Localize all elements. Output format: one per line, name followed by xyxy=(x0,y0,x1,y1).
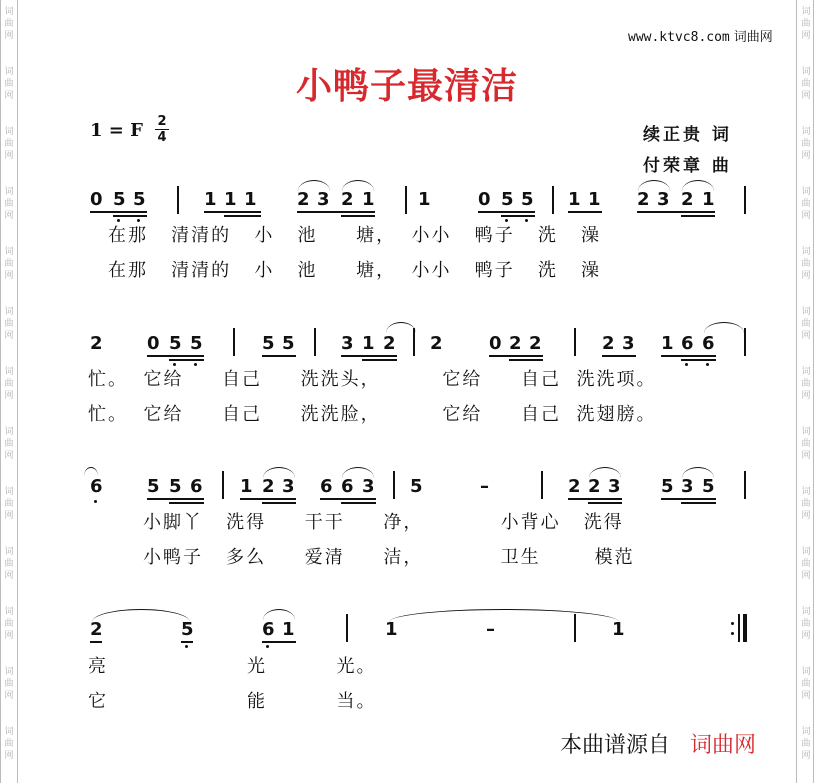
note: 1 xyxy=(224,189,237,210)
note: 2 xyxy=(430,333,443,354)
underline xyxy=(568,211,602,213)
watermark-stamp: 词 曲 网 xyxy=(4,127,14,161)
note: 3 xyxy=(362,476,375,497)
watermark-stamp: 词 曲 网 xyxy=(801,727,811,761)
slur xyxy=(682,467,714,478)
note: 5 xyxy=(113,189,126,210)
slur xyxy=(638,180,670,191)
note: 6 xyxy=(262,619,275,640)
tie xyxy=(389,609,619,622)
watermark-stamp: 词 曲 网 xyxy=(801,67,811,101)
note: 1 xyxy=(418,189,431,210)
barline xyxy=(744,186,746,214)
barline xyxy=(222,471,224,499)
site-header xyxy=(628,26,773,45)
octave-dot xyxy=(137,219,140,222)
barline xyxy=(744,328,746,356)
time-signature xyxy=(155,115,169,144)
note: 3 xyxy=(681,476,694,497)
slur xyxy=(263,609,295,620)
underline xyxy=(113,215,147,217)
note: 5 xyxy=(262,333,275,354)
note: 5 xyxy=(282,333,295,354)
watermark-stamp: 词 曲 网 xyxy=(801,607,811,641)
underline xyxy=(169,359,204,361)
watermark-stamp: 词 曲 网 xyxy=(4,187,14,221)
note: 2 xyxy=(341,189,354,210)
note: 3 xyxy=(341,333,354,354)
slur xyxy=(589,467,621,478)
note: 1 xyxy=(240,476,253,497)
note: 2 xyxy=(262,476,275,497)
underline xyxy=(568,498,622,500)
key-signature: 1 = F xyxy=(90,120,143,141)
underline xyxy=(240,498,296,500)
note: 6 xyxy=(190,476,203,497)
underline xyxy=(681,215,715,217)
underline xyxy=(297,211,375,213)
barline xyxy=(314,328,316,356)
underline xyxy=(147,498,204,500)
tie xyxy=(704,322,744,333)
note: 5 xyxy=(410,476,423,497)
note: 2 xyxy=(602,333,615,354)
watermark-stamp: 词 曲 网 xyxy=(4,7,14,41)
note: 1 xyxy=(282,619,295,640)
note: 5 xyxy=(147,476,160,497)
slur xyxy=(298,180,330,191)
source-credit xyxy=(560,728,756,759)
note: 2 xyxy=(568,476,581,497)
lyrics-row4-verse1: 亮 光 光。 xyxy=(88,656,377,677)
watermark-stamp: 词 曲 网 xyxy=(801,547,811,581)
octave-dot xyxy=(505,219,508,222)
octave-dot xyxy=(185,645,188,648)
underline xyxy=(204,211,261,213)
watermark-stamp: 词 曲 网 xyxy=(801,367,811,401)
note: 2 xyxy=(681,189,694,210)
note: 0 xyxy=(90,189,103,210)
watermark-stamp: 词 曲 网 xyxy=(801,7,811,41)
note: 1 xyxy=(661,333,674,354)
lyrics-row3-verse2: 小鸭子 多么 爱清 洁， 卫生 模范 xyxy=(143,547,635,568)
site-url[interactable]: www.ktvc8.com xyxy=(628,30,730,45)
watermark-stamp: 词 曲 网 xyxy=(4,427,14,461)
lyrics-row2-verse2: 忙。 它给 自己 洗洗脸， 它给 自己 洗翅膀。 xyxy=(88,404,657,425)
underline xyxy=(224,215,261,217)
underline xyxy=(341,215,375,217)
barline xyxy=(541,471,543,499)
note: 1 xyxy=(568,189,581,210)
song-title: 小鸭子最清洁 xyxy=(295,65,518,107)
underline xyxy=(320,498,376,500)
note: 1 xyxy=(612,619,625,640)
note: 0 xyxy=(478,189,491,210)
barline xyxy=(574,328,576,356)
tie xyxy=(84,467,98,476)
note: – xyxy=(486,619,495,640)
note: 2 xyxy=(637,189,650,210)
watermark-stamp: 词 曲 网 xyxy=(4,607,14,641)
slur xyxy=(682,180,714,191)
underline xyxy=(478,211,535,213)
note: 3 xyxy=(622,333,635,354)
barline xyxy=(552,186,554,214)
barline xyxy=(346,614,348,642)
watermark-stamp: 词 曲 网 xyxy=(4,67,14,101)
watermark-stamp: 词 曲 网 xyxy=(801,487,811,521)
underline xyxy=(341,502,376,504)
note: 1 xyxy=(362,333,375,354)
underline xyxy=(509,359,543,361)
note: 5 xyxy=(181,619,194,640)
note: 5 xyxy=(190,333,203,354)
watermark-stamp: 词 曲 网 xyxy=(801,427,811,461)
watermark-stamp: 词 曲 网 xyxy=(801,307,811,341)
watermark-stamp: 词 曲 网 xyxy=(4,487,14,521)
note: 1 xyxy=(244,189,257,210)
underline xyxy=(90,641,102,643)
note: 2 xyxy=(588,476,601,497)
note: 3 xyxy=(657,189,670,210)
note: 1 xyxy=(702,189,715,210)
source-site-link[interactable]: 词曲网 xyxy=(690,733,757,758)
note: 5 xyxy=(661,476,674,497)
underline xyxy=(341,355,397,357)
underline xyxy=(181,641,193,643)
octave-dot xyxy=(117,219,120,222)
watermark-stamp: 词 曲 网 xyxy=(4,667,14,701)
underline xyxy=(602,355,636,357)
watermark-stamp: 词 曲 网 xyxy=(801,247,811,281)
note: 6 xyxy=(320,476,333,497)
note: 3 xyxy=(317,189,330,210)
underline xyxy=(169,502,204,504)
note: 5 xyxy=(133,189,146,210)
underline xyxy=(362,359,397,361)
watermark-stamp: 词 曲 网 xyxy=(801,127,811,161)
octave-dot xyxy=(685,363,688,366)
final-barline-thin xyxy=(738,614,740,642)
repeat-dot xyxy=(731,632,734,635)
underline xyxy=(588,502,622,504)
barline xyxy=(744,471,746,499)
note: 6 xyxy=(681,333,694,354)
watermark-stamp: 词 曲 网 xyxy=(4,307,14,341)
underline xyxy=(262,355,296,357)
site-name[interactable]: 词曲网 xyxy=(733,30,773,45)
note: 1 xyxy=(362,189,375,210)
note: 5 xyxy=(521,189,534,210)
barline xyxy=(233,328,235,356)
note: 5 xyxy=(169,476,182,497)
note: 6 xyxy=(341,476,354,497)
note: 2 xyxy=(297,189,310,210)
octave-dot xyxy=(173,363,176,366)
note: 1 xyxy=(588,189,601,210)
underline xyxy=(262,641,296,643)
octave-dot xyxy=(525,219,528,222)
underline xyxy=(90,211,147,213)
note: 1 xyxy=(385,619,398,640)
underline xyxy=(661,355,716,357)
note: 6 xyxy=(702,333,715,354)
note: 3 xyxy=(608,476,621,497)
octave-dot xyxy=(194,363,197,366)
underline xyxy=(637,211,715,213)
note: 6 xyxy=(90,476,103,497)
note: 5 xyxy=(702,476,715,497)
note: 2 xyxy=(529,333,542,354)
note: 3 xyxy=(282,476,295,497)
octave-dot xyxy=(266,645,269,648)
underline xyxy=(661,498,716,500)
meter-bottom: 4 xyxy=(157,130,167,145)
note: 1 xyxy=(204,189,217,210)
slur xyxy=(342,180,374,191)
note: 2 xyxy=(90,333,103,354)
tie xyxy=(92,609,190,622)
octave-dot xyxy=(94,500,97,503)
barline xyxy=(177,186,179,214)
note: 2 xyxy=(509,333,522,354)
note: 2 xyxy=(383,333,396,354)
watermark-stamp: 词 曲 网 xyxy=(4,367,14,401)
watermark-stamp: 词 曲 网 xyxy=(4,547,14,581)
barline xyxy=(393,471,395,499)
watermark-stamp: 词 曲 网 xyxy=(4,727,14,761)
tie xyxy=(386,322,416,333)
note: 0 xyxy=(489,333,502,354)
note: 5 xyxy=(501,189,514,210)
octave-dot xyxy=(706,363,709,366)
underline xyxy=(262,502,296,504)
final-barline-thick xyxy=(743,614,747,642)
lyrics-row1-verse1: 在那 清清的 小 池 塘， 小小 鸭子 洗 澡 xyxy=(108,225,602,246)
note: 5 xyxy=(169,333,182,354)
watermark-stamp: 词 曲 网 xyxy=(4,247,14,281)
barline xyxy=(405,186,407,214)
lyrics-row4-verse2: 它 能 当。 xyxy=(88,691,377,712)
underline xyxy=(681,502,716,504)
watermark-stamp: 词 曲 网 xyxy=(801,667,811,701)
source-label: 本曲谱源自 xyxy=(560,733,671,758)
note: – xyxy=(480,476,489,497)
lyrics-row3-verse1: 小脚丫 洗得 干干 净， 小背心 洗得 xyxy=(143,512,624,533)
slur xyxy=(342,467,374,478)
underline xyxy=(147,355,204,357)
note: 0 xyxy=(147,333,160,354)
underline xyxy=(681,359,716,361)
composer-credit: 付荣章 曲 xyxy=(643,156,732,176)
slur xyxy=(263,467,295,478)
lyrics-row1-verse2: 在那 清清的 小 池 塘， 小小 鸭子 洗 澡 xyxy=(108,260,602,281)
underline xyxy=(489,355,543,357)
lyrics-row2-verse1: 忙。 它给 自己 洗洗头， 它给 自己 洗洗项。 xyxy=(88,369,657,390)
underline xyxy=(501,215,535,217)
watermark-stamp: 词 曲 网 xyxy=(801,187,811,221)
lyricist-credit: 续正贵 词 xyxy=(643,125,732,145)
repeat-dot xyxy=(731,622,734,625)
note: 2 xyxy=(90,619,103,640)
meter-top: 2 xyxy=(157,114,167,129)
